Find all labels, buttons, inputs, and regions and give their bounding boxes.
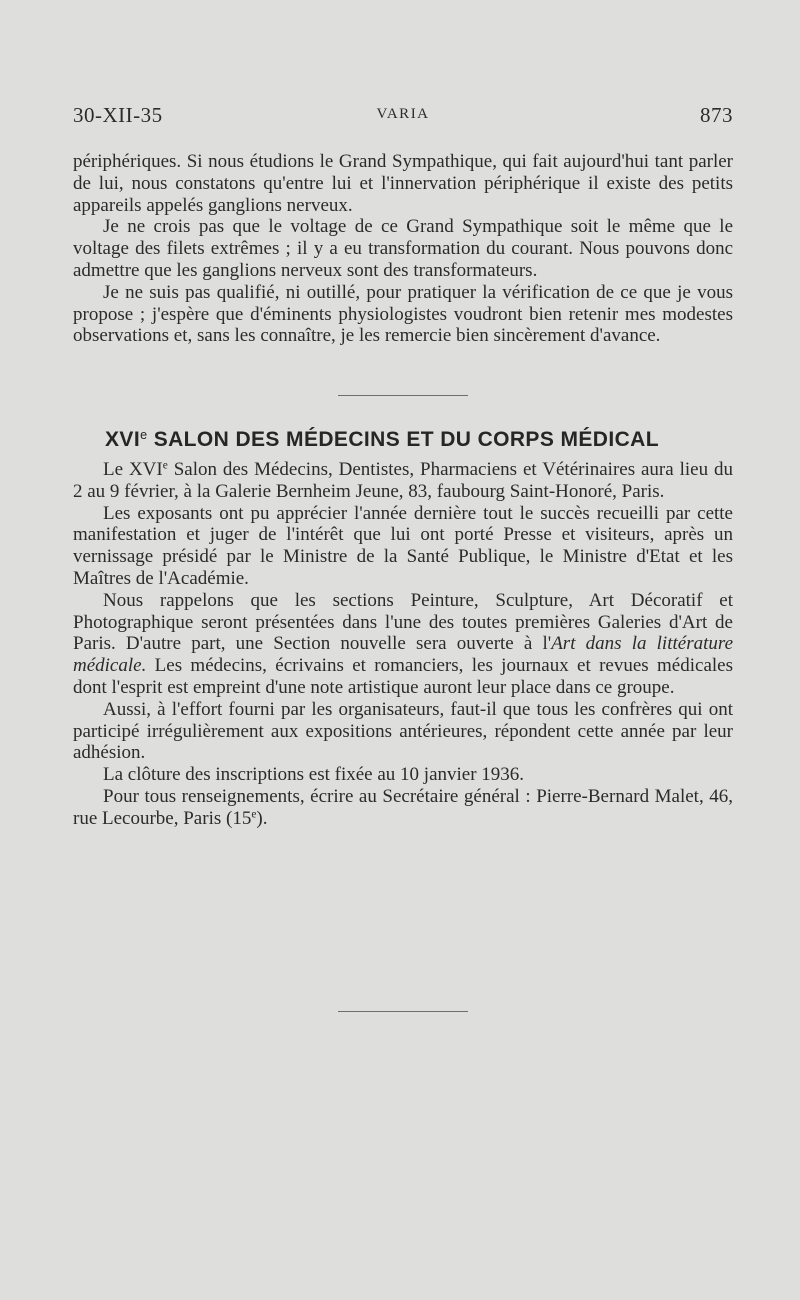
contact-end: ). <box>256 807 268 829</box>
section-title: VARIA <box>376 106 430 122</box>
announcement-rest: Salon des Médecins, Dentistes, Pharmaciens et Vétérinaires aura lieu du 2 au 9 février, à la Galerie Bernheim Jeune, 83, faubourg Saint-Honoré, Paris. <box>73 459 733 502</box>
contact-start: Pour tous renseignements, écrire au Secrétaire général : Pierre-Bernard Malet, 46, rue Lecourbe, Paris (15 <box>73 785 733 829</box>
section-divider <box>338 395 468 396</box>
article-heading <box>105 428 659 452</box>
end-divider <box>338 1011 468 1012</box>
page-header <box>73 103 733 133</box>
previous-article-ending <box>73 151 733 347</box>
page-number: 873 <box>700 103 733 127</box>
announcement-start: Le XVI <box>103 459 163 480</box>
paragraph-peripheral: périphériques. Si nous étudions le Grand Sympathique, qui fait aujourd'hui tant parler de lui, nous constatons qu'entre lui et l'innervation périphérique il existe des petits appareils appelés ganglions nerveux. <box>73 151 733 216</box>
paragraph-announcement <box>73 459 733 503</box>
paragraph-verification: Je ne suis pas qualifié, ni outillé, pour pratiquer la vérification de ce que je vous propose ; j'espère que d'éminents physiologistes voudront bien retenir mes modestes observations et, sans les connaître, je les remercie bien sincèrement d'avance. <box>73 281 733 347</box>
contact-superscript: e <box>251 808 257 821</box>
paragraph-deadline: La clôture des inscriptions est fixée au 10 janvier 1936. <box>103 764 525 786</box>
issue-date: 30-XII-35 <box>73 103 163 127</box>
paragraph-voltage: Je ne crois pas que le voltage de ce Grand Sympathique soit le même que le voltage des filets extrêmes ; il y a eu transformation du courant. Nous pouvons donc admettre que les ganglions nerveux sont des transformateurs. <box>73 216 733 281</box>
sections-rest: Les médecins, écrivains et romanciers, les journaux et revues médicales dont l'esprit est empreint d'une note artistique auront leur place dans ce groupe. <box>73 655 733 698</box>
salon-article-body <box>73 459 733 830</box>
paragraph-sections <box>73 590 733 699</box>
heading-text: SALON DES MÉDECINS ET DU CORPS MÉDICAL <box>147 428 659 451</box>
heading-superscript: e <box>140 428 148 443</box>
heading-numeral: XVI <box>105 428 141 451</box>
paragraph-participation: Aussi, à l'effort fourni par les organisateurs, faut-il que tous les confrères qui ont participé irrégulièrement aux expositions antérieures, répondent cette année par leur adhésion. <box>73 698 733 764</box>
sections-italic-title: Art dans la littérature médicale. <box>73 633 733 677</box>
announcement-superscript: e <box>162 459 168 472</box>
paragraph-contact <box>73 786 733 830</box>
sections-start: Nous rappelons que les sections Peinture, Sculpture, Art Décoratif et Photographique seront présentées dans l'une des toutes premières Galeries d'Art de Paris. D'autre part, une Section nouvelle sera ouverte à l' <box>73 589 733 655</box>
paragraph-exhibitors: Les exposants ont pu apprécier l'année dernière tout le succès recueilli par cette manifestation et juger de l'intérêt que lui ont porté Presse et visiteurs, après un vernissage présidé par le Ministre de la Santé Publique, le Ministre d'Etat et les Maîtres de l'Académie. <box>73 502 733 589</box>
